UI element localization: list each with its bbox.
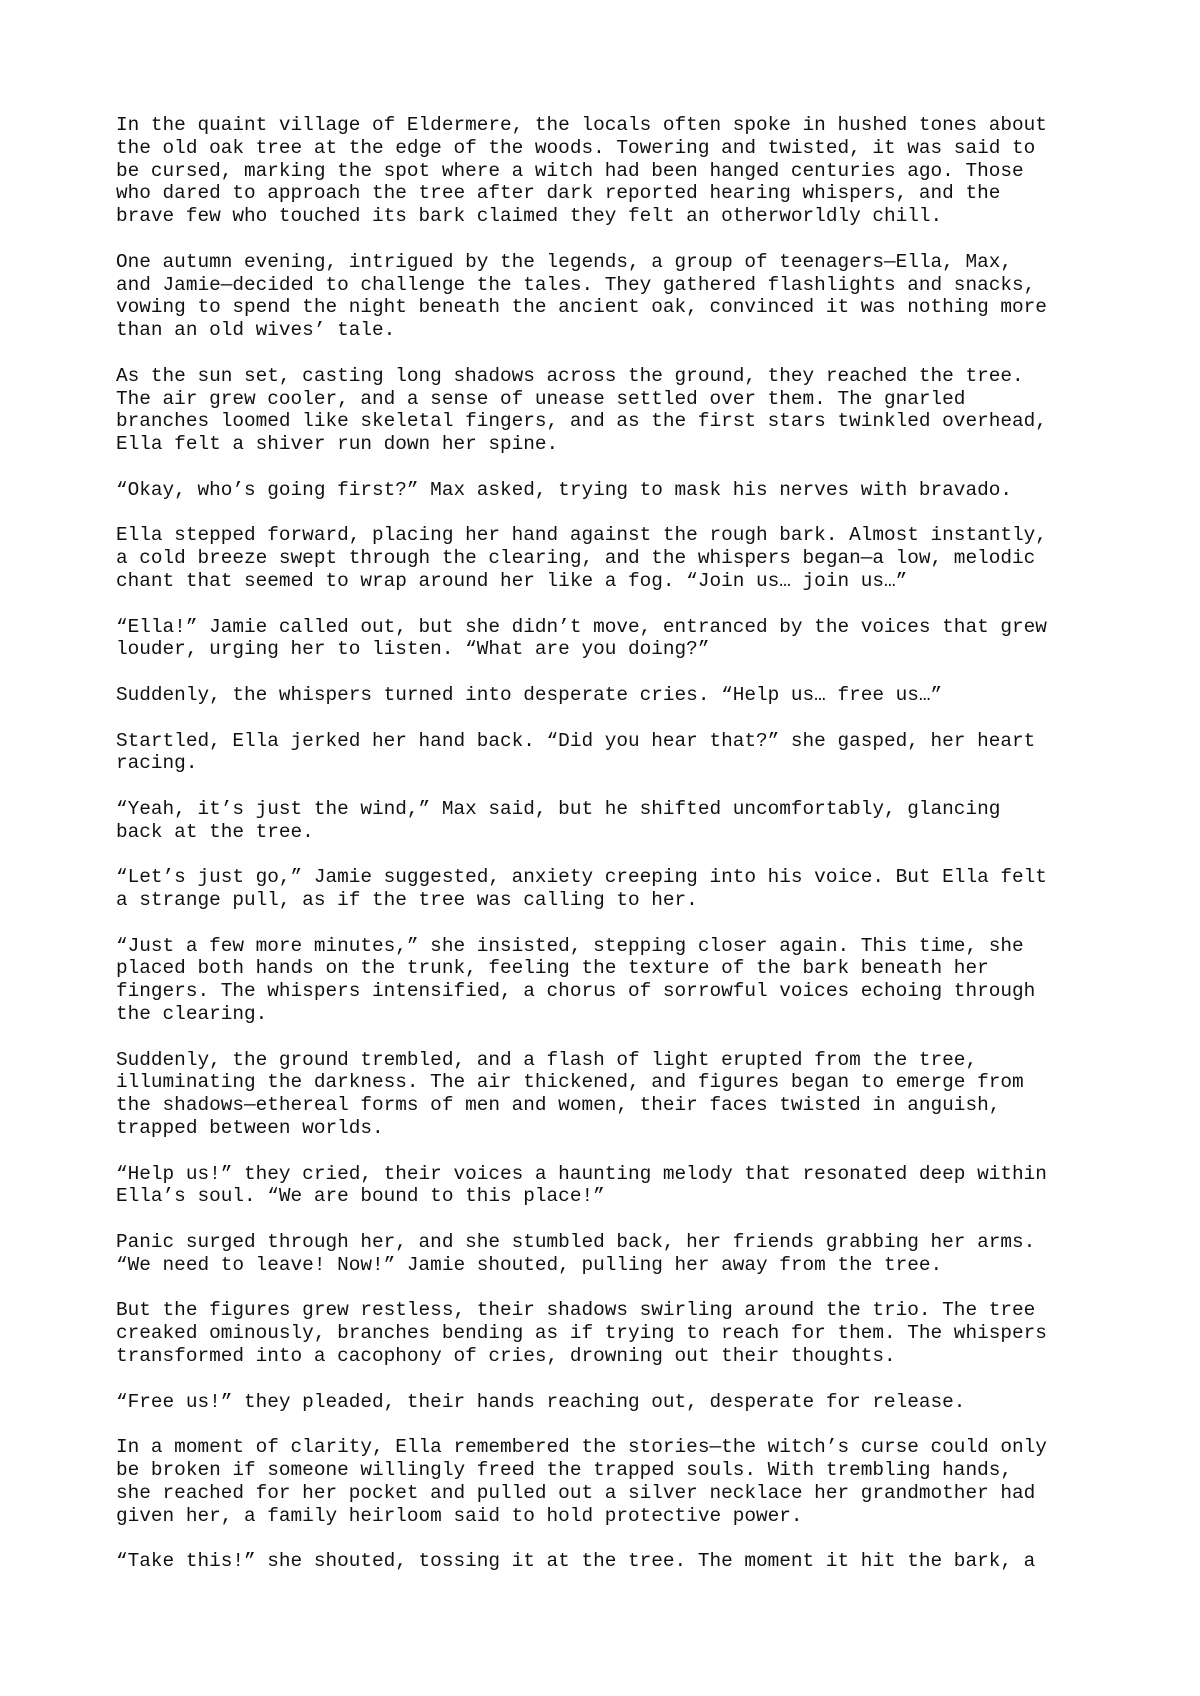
- text-line: the clearing.: [116, 1003, 268, 1026]
- paragraph: [116, 1299, 1116, 1367]
- text-line: chant that seemed to wrap around her like a fog. “Join us… join us…”: [116, 569, 908, 592]
- text-line: “Ella!” Jamie called out, but she didn’t move, entranced by the voices that grew: [116, 615, 1047, 638]
- paragraph: [116, 1550, 1116, 1573]
- text-line: “Take this!” she shouted, tossing it at the tree. The moment it hit the bark, a: [116, 1550, 1036, 1573]
- paragraph: [116, 524, 1116, 592]
- text-line: placed both hands on the trunk, feeling the texture of the bark beneath her: [116, 957, 989, 980]
- paragraph: [116, 114, 1116, 228]
- text-line: who dared to approach the tree after dark reported hearing whispers, and the: [116, 182, 1001, 205]
- text-line: louder, urging her to listen. “What are you doing?”: [116, 638, 710, 661]
- paragraph: [116, 479, 1116, 502]
- text-line: As the sun set, casting long shadows across the ground, they reached the tree.: [116, 364, 1024, 387]
- text-line: Ella’s soul. “We are bound to this place!”: [116, 1185, 605, 1208]
- text-line: “Okay, who’s going first?” Max asked, trying to mask his nerves with bravado.: [116, 478, 1012, 501]
- paragraph: [116, 730, 1116, 776]
- text-line: Panic surged through her, and she stumbled back, her friends grabbing her arms.: [116, 1231, 1036, 1254]
- text-line: The air grew cooler, and a sense of unease settled over them. The gnarled: [116, 387, 966, 410]
- text-line: a strange pull, as if the tree was calling to her.: [116, 889, 698, 912]
- paragraph: [116, 616, 1116, 662]
- text-line: In a moment of clarity, Ella remembered the stories—the witch’s curse could only: [116, 1436, 1047, 1459]
- text-line: Suddenly, the whispers turned into desperate cries. “Help us… free us…”: [116, 683, 943, 706]
- text-line: creaked ominously, branches bending as if trying to reach for them. The whispers: [116, 1322, 1047, 1345]
- text-line: illuminating the darkness. The air thickened, and figures began to emerge from: [116, 1071, 1024, 1094]
- text-line: than an old wives’ tale.: [116, 319, 396, 342]
- paragraph: [116, 251, 1116, 342]
- text-line: brave few who touched its bark claimed they felt an otherworldly chill.: [116, 205, 943, 228]
- text-line: “Just a few more minutes,” she insisted, stepping closer again. This time, she: [116, 934, 1024, 957]
- text-line: branches loomed like skeletal fingers, and as the first stars twinkled overhead,: [116, 410, 1047, 433]
- text-line: she reached for her pocket and pulled out a silver necklace her grandmother had: [116, 1481, 1036, 1504]
- text-line: “Help us!” they cried, their voices a haunting melody that resonated deep within: [116, 1162, 1047, 1185]
- text-line: One autumn evening, intrigued by the legends, a group of teenagers—Ella, Max,: [116, 250, 1012, 273]
- text-line: be broken if someone willingly freed the trapped souls. With trembling hands,: [116, 1459, 1012, 1482]
- text-line: Ella stepped forward, placing her hand against the rough bark. Almost instantly,: [116, 524, 1047, 547]
- text-line: “Let’s just go,” Jamie suggested, anxiety creeping into his voice. But Ella felt: [116, 866, 1047, 889]
- text-line: But the figures grew restless, their shadows swirling around the trio. The tree: [116, 1299, 1036, 1322]
- paragraph: [116, 866, 1116, 912]
- paragraph: [116, 1163, 1116, 1209]
- text-line: “Yeah, it’s just the wind,” Max said, but he shifted uncomfortably, glancing: [116, 797, 1001, 820]
- text-line: the shadows—ethereal forms of men and women, their faces twisted in anguish,: [116, 1094, 1001, 1117]
- text-line: be cursed, marking the spot where a witch had been hanged centuries ago. Those: [116, 159, 1024, 182]
- text-line: In the quaint village of Eldermere, the locals often spoke in hushed tones about: [116, 114, 1047, 136]
- paragraph: [116, 365, 1116, 456]
- text-line: Startled, Ella jerked her hand back. “Did you hear that?” she gasped, her heart: [116, 729, 1036, 752]
- text-line: trapped between worlds.: [116, 1117, 384, 1140]
- text-line: Suddenly, the ground trembled, and a flash of light erupted from the tree,: [116, 1048, 978, 1071]
- text-line: the old oak tree at the edge of the woods. Towering and twisted, it was said to: [116, 136, 1036, 159]
- text-line: a cold breeze swept through the clearing, and the whispers began—a low, melodic: [116, 547, 1036, 570]
- text-line: fingers. The whispers intensified, a chorus of sorrowful voices echoing through: [116, 980, 1036, 1003]
- text-line: and Jamie—decided to challenge the tales. They gathered flashlights and snacks,: [116, 273, 1036, 296]
- paragraph: [116, 1391, 1116, 1414]
- paragraph: [116, 684, 1116, 707]
- text-line: given her, a family heirloom said to hold protective power.: [116, 1504, 803, 1527]
- paragraph: [116, 1231, 1116, 1277]
- text-line: vowing to spend the night beneath the ancient oak, convinced it was nothing more: [116, 296, 1047, 319]
- text-line: back at the tree.: [116, 820, 314, 843]
- text-line: “We need to leave! Now!” Jamie shouted, pulling her away from the tree.: [116, 1253, 943, 1276]
- text-line: “Free us!” they pleaded, their hands reaching out, desperate for release.: [116, 1390, 966, 1413]
- story-text: [116, 114, 1116, 1596]
- paragraph: [116, 1436, 1116, 1527]
- paragraph: [116, 1049, 1116, 1140]
- text-line: transformed into a cacophony of cries, drowning out their thoughts.: [116, 1345, 896, 1368]
- paragraph: [116, 798, 1116, 844]
- paragraph: [116, 935, 1116, 1026]
- text-line: Ella felt a shiver run down her spine.: [116, 433, 559, 456]
- text-line: racing.: [116, 752, 198, 775]
